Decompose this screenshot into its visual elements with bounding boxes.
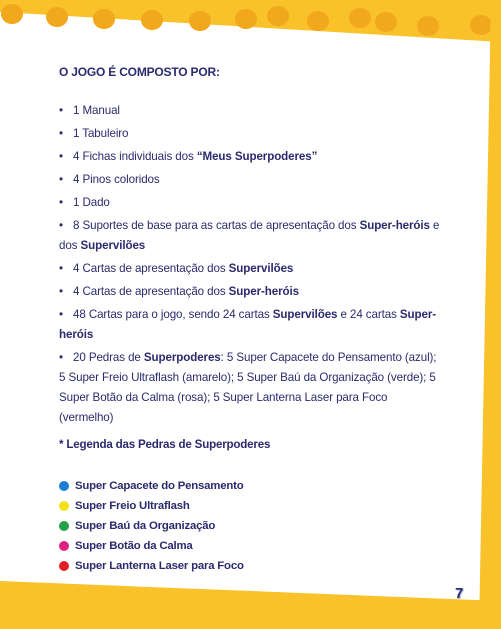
legend-item: [59, 556, 444, 576]
list-item-bold-text: Supervilões: [228, 262, 294, 275]
legend-item: [59, 476, 444, 496]
legend-label: Super Capacete do Pensamento: [75, 480, 244, 492]
components-list: [59, 101, 444, 428]
list-item: [59, 193, 444, 213]
legend-label: Super Freio Ultraflash: [75, 500, 190, 512]
list-item-text: 4 Fichas individuais dos: [73, 150, 197, 163]
list-item-text: e 24 cartas: [337, 308, 400, 321]
list-item-text: 1 Manual: [73, 104, 120, 117]
color-dot-icon: [59, 481, 69, 491]
color-dot-icon: [59, 501, 69, 511]
color-dot-icon: [59, 541, 69, 551]
right-decorative-band: [461, 0, 501, 629]
list-item-bold-text: Super-heróis: [59, 308, 437, 341]
list-item-text: : 5 Super Capacete do Pensamento (azul); 5 Super Freio Ultraflash (amarelo); 5 Super Baú da Organização (verde); 5 Super Botão da Calma (rosa); 5 Super Lanterna Laser para Foco (vermelho): [59, 351, 437, 424]
bullet-icon: •: [59, 219, 63, 232]
list-item-bold-text: “Meus Superpoderes”: [196, 150, 318, 163]
list-item: [59, 282, 444, 302]
page-heading: O JOGO É COMPOSTO POR:: [59, 65, 220, 79]
bullet-icon: •: [59, 104, 63, 117]
top-decorative-band: [0, 0, 501, 60]
page-number: 7: [455, 585, 464, 602]
list-item: [59, 124, 444, 144]
bullet-icon: •: [59, 351, 63, 364]
bullet-icon: •: [59, 173, 63, 186]
bullet-icon: •: [59, 127, 63, 140]
color-dot-icon: [59, 521, 69, 531]
bullet-icon: •: [59, 196, 63, 209]
legend-label: Super Botão da Calma: [75, 540, 193, 552]
list-item: [59, 147, 444, 167]
list-item-text: 4 Pinos coloridos: [73, 173, 160, 186]
list-item-bold-text: Supervilões: [80, 239, 146, 252]
list-item-text: 4 Cartas de apresentação dos: [73, 285, 229, 298]
bottom-decorative-band: [0, 579, 501, 629]
legend-label: Super Lanterna Laser para Foco: [75, 560, 244, 572]
legend-title: * Legenda das Pedras de Superpoderes: [59, 438, 271, 451]
color-dot-icon: [59, 561, 69, 571]
list-item: [59, 348, 444, 428]
list-item: [59, 259, 444, 279]
bullet-icon: •: [59, 262, 63, 275]
list-item: [59, 170, 444, 190]
legend-label: Super Baú da Organização: [75, 520, 216, 532]
list-item-text: 20 Pedras de: [73, 351, 144, 364]
list-item-text: 4 Cartas de apresentação dos: [73, 262, 229, 275]
legend-list: [59, 476, 444, 576]
bullet-icon: •: [59, 308, 63, 321]
list-item: [59, 305, 444, 345]
list-item-bold-text: Supervilões: [272, 308, 338, 321]
list-item-text: 1 Tabuleiro: [73, 127, 129, 140]
list-item-text: 8 Suportes de base para as cartas de apresentação dos: [73, 219, 360, 232]
list-item: [59, 101, 444, 121]
list-item-text: e dos: [59, 219, 440, 252]
list-item: [59, 216, 444, 256]
page-content: [59, 64, 444, 576]
bullet-icon: •: [59, 285, 63, 298]
legend-item: [59, 496, 444, 516]
list-item-bold-text: Superpoderes: [143, 351, 221, 364]
list-item-bold-text: Super-heróis: [359, 219, 430, 232]
list-item-text: 48 Cartas para o jogo, sendo 24 cartas: [73, 308, 273, 321]
list-item-text: 1 Dado: [73, 196, 110, 209]
list-item-bold-text: Super-heróis: [228, 285, 299, 298]
legend-item: [59, 516, 444, 536]
legend-item: [59, 536, 444, 556]
bullet-icon: •: [59, 150, 63, 163]
